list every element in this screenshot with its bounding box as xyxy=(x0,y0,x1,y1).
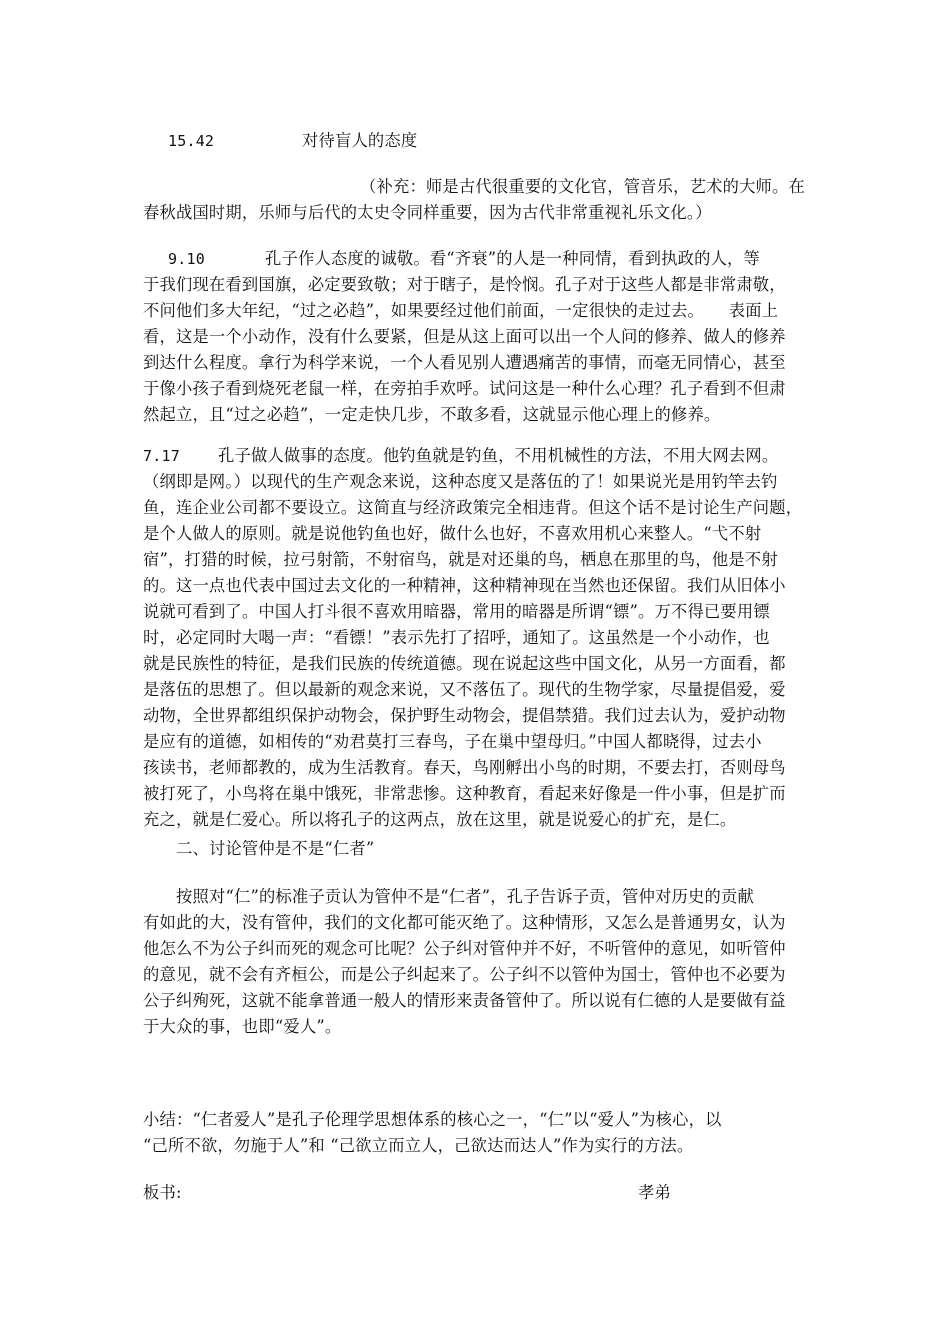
paragraph-line: 按照对“仁”的标准子贡认为管仲不是“仁者”，孔子告诉子贡，管仲对历史的贡献 xyxy=(176,887,754,906)
paragraph-line: 孔子作人态度的诚敬。看“齐衰”的人是一种同情，看到执政的人，等 xyxy=(265,249,761,268)
paragraph-line: （补充：师是古代很重要的文化官，管音乐，艺术的大师。在 xyxy=(360,177,805,196)
summary-line: “己所不欲，勿施于人”和 “己欲立而立人，己欲达而达人”作为实行的方法。 xyxy=(143,1136,694,1155)
paragraph-line: 公子纠殉死，这就不能拿普通一般人的情形来责备管仲了。所以说有仁德的人是要做有益 xyxy=(143,991,786,1010)
board-label: 板书: xyxy=(143,1183,182,1202)
paragraph-line: 到达什么程度。拿行为科学来说，一个人看见别人遭遇痛苦的事情，而毫无同情心，甚至 xyxy=(143,353,786,372)
section-number: 9.10 xyxy=(168,250,205,268)
paragraph-line: 是应有的道德，如相传的“劝君莫打三春鸟，子在巢中望母归。”中国人都晓得，过去小 xyxy=(143,732,762,751)
paragraph-line: 充之，就是仁爱心。所以将孔子的这两点，放在这里，就是说爱心的扩充，是仁。 xyxy=(143,810,737,829)
paragraph-line: 于我们现在看到国旗，必定要致敬；对于瞎子，是怜悯。孔子对于这些人都是非常肃敬， xyxy=(143,275,786,294)
paragraph-line: 看，这是一个小动作，没有什么要紧，但是从这上面可以出一个人问的修养、做人的修养 xyxy=(143,327,786,346)
summary-line: 小结：“仁者爱人”是孔子伦理学思想体系的核心之一，“仁”以“爱人”为核心，以 xyxy=(143,1110,722,1129)
paragraph-line: 是落伍的思想了。但以最新的观念来说，又不落伍了。现代的生物学家，尽量提倡爱，爱 xyxy=(143,680,786,699)
paragraph-line: （纲即是网。）以现代的生产观念来说，这种态度又是落伍的了！如果说光是用钓竿去钓 xyxy=(143,472,778,491)
paragraph-line: 动物，全世界都组织保护动物会，保护野生动物会，提倡禁猎。我们过去认为，爱护动物 xyxy=(143,706,786,725)
section-heading: 二、讨论管仲是不是“仁者” xyxy=(176,839,375,858)
paragraph-line: 然起立，且“过之必趋”，一定走快几步，不敢多看，这就显示他心理上的修养。 xyxy=(143,405,721,424)
paragraph-line: 于大众的事，也即“爱人”。 xyxy=(143,1017,342,1036)
paragraph-line: 宿”，打猎的时候，拉弓射箭，不射宿鸟，就是对还巢的鸟，栖息在那里的鸟，他是不射 xyxy=(143,550,778,569)
paragraph-line: 说就可看到了。中国人打斗很不喜欢用暗器，常用的暗器是所谓“镖”。万不得已要用镖 xyxy=(143,602,770,621)
paragraph-line: 的意见，就不会有齐桓公，而是公子纠起来了。公子纠不以管仲为国士，管仲也不必要为 xyxy=(143,965,786,984)
section-number: 7.17 xyxy=(143,447,180,465)
paragraph-line: 春秋战国时期，乐师与后代的太史令同样重要，因为古代非常重视礼乐文化。） xyxy=(143,203,712,222)
paragraph-line: 孔子做人做事的态度。他钓鱼就是钓鱼，不用机械性的方法，不用大网去网。 xyxy=(218,446,779,465)
paragraph-line: 时，必定同时大喝一声：“看镖！”表示先打了招呼，通知了。这虽然是一个小动作，也 xyxy=(143,628,770,647)
paragraph-line: 鱼，连企业公司都不要设立。这简直与经济政策完全相违背。但这个话不是讨论生产问题， xyxy=(143,498,803,517)
paragraph-line: 的。这一点也代表中国过去文化的一种精神，这种精神现在当然也还保留。我们从旧体小 xyxy=(143,576,786,595)
section-title: 对待盲人的态度 xyxy=(302,131,418,150)
paragraph-line: 是个人做人的原则。就是说他钓鱼也好，做什么也好，不喜欢用机心来整人。“弋不射 xyxy=(143,524,762,543)
paragraph-line: 孩读书，老师都教的，成为生活教育。春天，鸟刚孵出小鸟的时期，不要去打，否则母鸟 xyxy=(143,758,786,777)
paragraph-line: 他怎么不为公子纠而死的观念可比呢？公子纠对管仲并不好，不听管仲的意见，如听管仲 xyxy=(143,939,786,958)
paragraph-line: 就是民族性的特征，是我们民族的传统道德。现在说起这些中国文化，从另一方面看，都 xyxy=(143,654,786,673)
paragraph-line: 不问他们多大年纪，“过之必趋”，如果要经过他们前面，一定很快的走过去。 表面上 xyxy=(143,301,779,320)
board-item: 孝弟 xyxy=(638,1183,671,1202)
paragraph-line: 有如此的大，没有管仲，我们的文化都可能灭绝了。这种情形，又怎么是普通男女，认为 xyxy=(143,913,786,932)
paragraph-line: 被打死了，小鸟将在巢中饿死，非常悲惨。这种教育，看起来好像是一件小事，但是扩而 xyxy=(143,784,786,803)
paragraph-line: 于像小孩子看到烧死老鼠一样，在旁拍手欢呼。试问这是一种什么心理？孔子看到不但肃 xyxy=(143,379,786,398)
section-number: 15.42 xyxy=(168,132,215,150)
